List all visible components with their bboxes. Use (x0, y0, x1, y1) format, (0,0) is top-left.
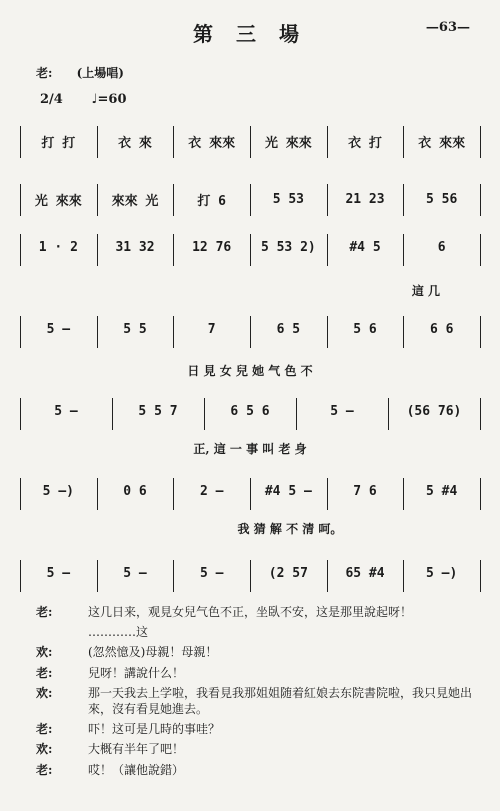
scene-title: 第 三 場 (193, 22, 307, 46)
dialogue-line (36, 644, 476, 660)
barline (403, 316, 404, 348)
lyric-line: 我 猜 解 不 清 呵。 (237, 522, 343, 536)
barline (173, 316, 174, 348)
speaker-label: 欢: (36, 685, 53, 700)
barline (20, 478, 21, 510)
score-system (20, 132, 480, 156)
measure: 5 53 2) (260, 240, 316, 255)
barline (480, 126, 481, 158)
speaker-label (36, 624, 88, 640)
barline (480, 398, 481, 430)
barline (327, 560, 328, 592)
barline (173, 126, 174, 158)
barline (20, 234, 21, 266)
barline (480, 560, 481, 592)
speaker-label: 欢: (36, 742, 53, 757)
dialogue-line (36, 762, 476, 778)
speaker-label: 老: (36, 605, 53, 619)
barline (250, 478, 251, 510)
barline (112, 398, 113, 430)
barline (480, 184, 481, 216)
barline (97, 184, 98, 216)
barline (173, 184, 174, 216)
dialogue-line (36, 624, 476, 640)
barline (97, 126, 98, 158)
measure: 5 —) (426, 566, 458, 581)
barline (480, 478, 481, 510)
dialogue-line (36, 604, 476, 620)
tempo-marking (40, 92, 127, 107)
measure: 來來 光 (111, 194, 159, 209)
time-signature: 2/4 (40, 92, 63, 107)
barline (250, 234, 251, 266)
barline (20, 184, 21, 216)
score-system (20, 322, 480, 346)
dialogue-text: …………这 (88, 625, 149, 640)
page-number: —63— (425, 20, 470, 35)
measure: 打 打 (41, 136, 76, 151)
lyric-line: 正, 這 一 事 叫 老 身 (193, 442, 307, 456)
barline (97, 478, 98, 510)
barline (20, 560, 21, 592)
barline (250, 184, 251, 216)
measure: 衣 來來 (188, 136, 236, 151)
measure: 21 23 (345, 192, 385, 207)
dialogue-text: 哎！（讓他說錯） (88, 762, 185, 777)
measure: 5 5 (123, 322, 147, 337)
barline (173, 478, 174, 510)
barline (403, 184, 404, 216)
dialogue-text: 这几日来，观見女兒气色不正，坐臥不安，这是那里說起呀！ (88, 605, 413, 619)
dialogue-text: 那一天我去上学啦，我看見我那姐姐随着紅娘去东院書院啦，我只見她出來，沒有看見她進去。 (88, 685, 473, 716)
barline (250, 316, 251, 348)
measure: 6 (437, 240, 446, 255)
measure: 6 5 (276, 322, 301, 337)
barline (97, 234, 98, 266)
dialogue-text: (忽然憶及)母親！母親！ (88, 645, 218, 660)
measure: #4 5 (349, 240, 381, 255)
measure: 打 6 (197, 194, 226, 209)
barline (97, 316, 98, 348)
barline (327, 126, 328, 158)
dialogue-line (36, 685, 476, 717)
dialogue-block (36, 604, 476, 782)
measure: 衣 來來 (418, 136, 466, 151)
speaker-label: 老: (36, 762, 53, 777)
dialogue-text: 兒呀！講說什么！ (88, 665, 185, 680)
measure: 7 (207, 322, 216, 337)
barline (327, 316, 328, 348)
measure: (56 76) (406, 404, 462, 419)
barline (388, 398, 389, 430)
barline (327, 184, 328, 216)
barline (97, 560, 98, 592)
speaker-label: 老: (36, 665, 53, 680)
measure: 7 6 (353, 484, 377, 499)
measure: 5 6 (353, 322, 377, 337)
measure: #4 5 — (264, 484, 312, 499)
barline (250, 560, 251, 592)
measure: 6 5 6 (230, 404, 270, 419)
measure: 5 — (330, 404, 354, 419)
measure: 5 — (46, 566, 71, 581)
measure: 5 — (199, 566, 224, 581)
measure: 衣 來 (118, 136, 152, 151)
measure: 5 — (54, 404, 78, 419)
measure: 光 來來 (34, 194, 82, 209)
barline (20, 316, 21, 348)
barline (173, 234, 174, 266)
barline (173, 560, 174, 592)
measure: 5 —) (42, 484, 74, 499)
measure: 5 #4 (426, 484, 458, 499)
barline (403, 560, 404, 592)
barline (296, 398, 297, 430)
measure: 12 76 (192, 240, 232, 255)
speaker-label: 欢: (36, 645, 53, 660)
measure: 2 — (199, 484, 224, 499)
dialogue-text: 大概有半年了吧！ (88, 742, 185, 757)
measure: 31 32 (115, 240, 155, 255)
dialogue-line (36, 665, 476, 681)
barline (403, 126, 404, 158)
barline (480, 316, 481, 348)
score-system (20, 240, 480, 264)
measure: 5 56 (426, 192, 458, 207)
dialogue-line (36, 721, 476, 737)
barline (20, 126, 21, 158)
score-system (20, 484, 480, 508)
speaker-label: 老: (36, 722, 53, 737)
opening-speaker (36, 64, 124, 81)
barline (204, 398, 205, 430)
measure: 1 · 2 (38, 240, 78, 255)
dialogue-line (36, 741, 476, 757)
tempo-value: ♩=60 (91, 92, 127, 107)
score-system (20, 190, 480, 214)
measure: 0 6 (123, 484, 147, 499)
measure: 衣 打 (348, 136, 382, 151)
stage-direction: (上場唱) (76, 66, 124, 80)
speaker-label: 老: (36, 66, 53, 80)
measure: 5 5 7 (138, 404, 178, 419)
barline (327, 234, 328, 266)
lyric-line: 日 見 女 兒 她 气 色 不 (187, 364, 313, 378)
measure: 光 來來 (264, 136, 312, 151)
measure: 5 — (46, 322, 71, 337)
measure: 5 53 (272, 192, 304, 207)
barline (250, 126, 251, 158)
lyric-line: 這 几 (411, 284, 440, 298)
dialogue-text: 吓！这可是几時的事哇？ (88, 722, 221, 737)
score-system (20, 566, 480, 590)
score-system (20, 404, 480, 428)
barline (20, 398, 21, 430)
measure: 65 #4 (345, 566, 385, 581)
barline (403, 478, 404, 510)
barline (403, 234, 404, 266)
barline (480, 234, 481, 266)
measure: 6 6 (429, 322, 454, 337)
measure: 5 — (123, 566, 147, 581)
barline (327, 478, 328, 510)
measure: (2 57 (268, 566, 308, 581)
